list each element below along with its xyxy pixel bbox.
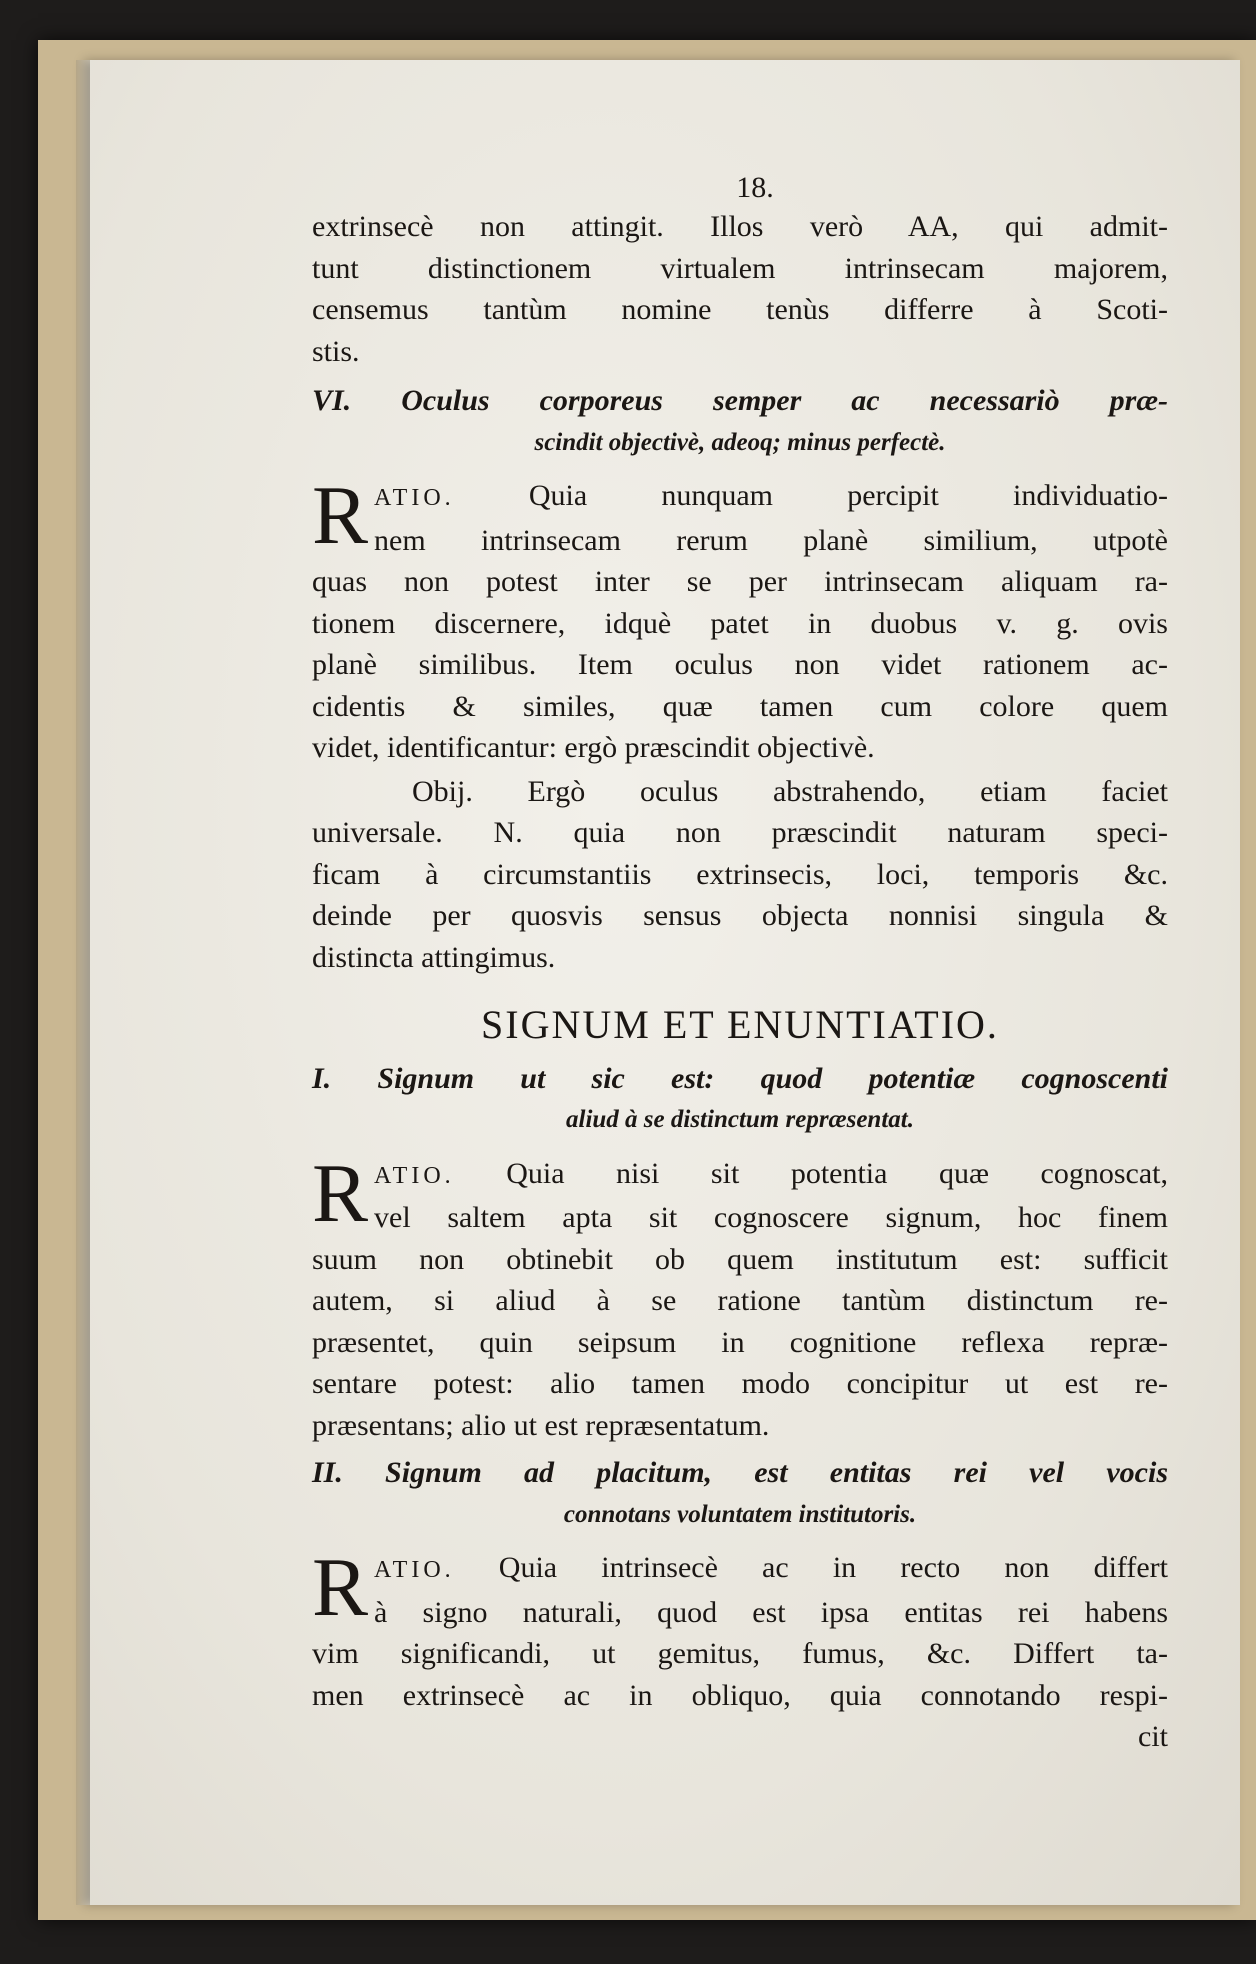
thesis-vi bbox=[312, 380, 1168, 463]
text-line: vim significandi, ut gemitus, fumus, &c. Differt ta- bbox=[312, 1637, 1168, 1670]
text-line: deinde per quosvis sensus objecta nonnisi singula & bbox=[312, 899, 1168, 932]
drop-cap: R bbox=[312, 1541, 369, 1634]
text-line: nem intrinsecam rerum planè similium, utpotè bbox=[374, 523, 1168, 557]
thesis-line: scindit objectivè, adeoq; minus perfectè. bbox=[534, 428, 946, 456]
thesis-line: aliud à se distinctum repræsentat. bbox=[566, 1106, 914, 1133]
text-line: cidentis & similes, quæ tamen cum colore quem bbox=[312, 689, 1168, 723]
text-line: præsentet, quin seipsum in cognitione reflexa repræ- bbox=[312, 1325, 1168, 1359]
text-line: ATIO. Quia intrinsecè ac in recto non differt bbox=[374, 1551, 1168, 1584]
text-line: autem, si aliud à se ratione tantùm distinctum re- bbox=[312, 1284, 1168, 1317]
text-line: distincta attingimus. bbox=[312, 940, 556, 974]
thesis-line: I. Signum ut sic est: quod potentiæ cognoscenti bbox=[312, 1061, 1168, 1095]
text-line: tunt distinctionem virtualem intrinsecam majorem, bbox=[312, 251, 1168, 285]
section-heading: SIGNUM ET ENUNTIATIO. bbox=[481, 1002, 999, 1047]
drop-cap: R bbox=[312, 1146, 369, 1240]
ratio-paragraph bbox=[312, 469, 1168, 769]
drop-cap: R bbox=[312, 469, 369, 562]
page-number: 18. bbox=[736, 171, 774, 204]
thesis-ii bbox=[312, 1452, 1168, 1535]
text-line: suum non obtinebit ob quem institutum est: sufficit bbox=[312, 1242, 1168, 1276]
page-text-block bbox=[312, 170, 1168, 1758]
text-line: à signo naturali, quod est ipsa entitas rei habens bbox=[374, 1595, 1168, 1629]
text-line: universale. N. quia non præscindit naturam speci- bbox=[312, 816, 1168, 849]
objection-paragraph bbox=[312, 771, 1168, 979]
text-line: stis. bbox=[312, 334, 360, 368]
thesis-line: II. Signum ad placitum, est entitas rei vel vocis bbox=[312, 1456, 1168, 1489]
text-line: sentare potest: alio tamen modo concipitur ut est re- bbox=[312, 1367, 1168, 1400]
text-line: præsentans; alio ut est repræsentatum. bbox=[312, 1408, 770, 1442]
text-line: ficam à circumstantiis extrinsecis, loci, temporis &c. bbox=[312, 857, 1168, 891]
text-line: men extrinsecè ac in obliquo, quia connotando respi- bbox=[312, 1678, 1168, 1712]
text-line: planè similibus. Item oculus non videt rationem ac- bbox=[312, 648, 1168, 681]
text-line: extrinsecè non attingit. Illos verò AA, qui admit- bbox=[312, 210, 1168, 243]
text-line: ATIO. Quia nunquam percipit individuatio- bbox=[374, 479, 1168, 512]
catchword: cit bbox=[1138, 1720, 1168, 1753]
thesis-i bbox=[312, 1058, 1168, 1141]
ratio-paragraph bbox=[312, 1146, 1168, 1447]
text-line: tionem discernere, idquè patet in duobus v. g. ovis bbox=[312, 606, 1168, 640]
text-line: videt, identificantur: ergò præscindit objectivè. bbox=[312, 731, 875, 764]
text-line: Obij. Ergò oculus abstrahendo, etiam faciet bbox=[412, 774, 1168, 808]
text-line: ATIO. Quia nisi sit potentia quæ cognoscat, bbox=[374, 1156, 1168, 1190]
ratio-paragraph bbox=[312, 1541, 1168, 1716]
text-line: quas non potest inter se per intrinsecam aliquam ra- bbox=[312, 565, 1168, 598]
thesis-line: connotans voluntatem institutoris. bbox=[563, 1500, 917, 1528]
text-line: vel saltem apta sit cognoscere signum, hoc finem bbox=[374, 1201, 1168, 1234]
text-line: censemus tantùm nomine tenùs differre à Scoti- bbox=[312, 293, 1168, 326]
thesis-line: VI. Oculus corporeus semper ac necessariò præ- bbox=[312, 384, 1168, 417]
